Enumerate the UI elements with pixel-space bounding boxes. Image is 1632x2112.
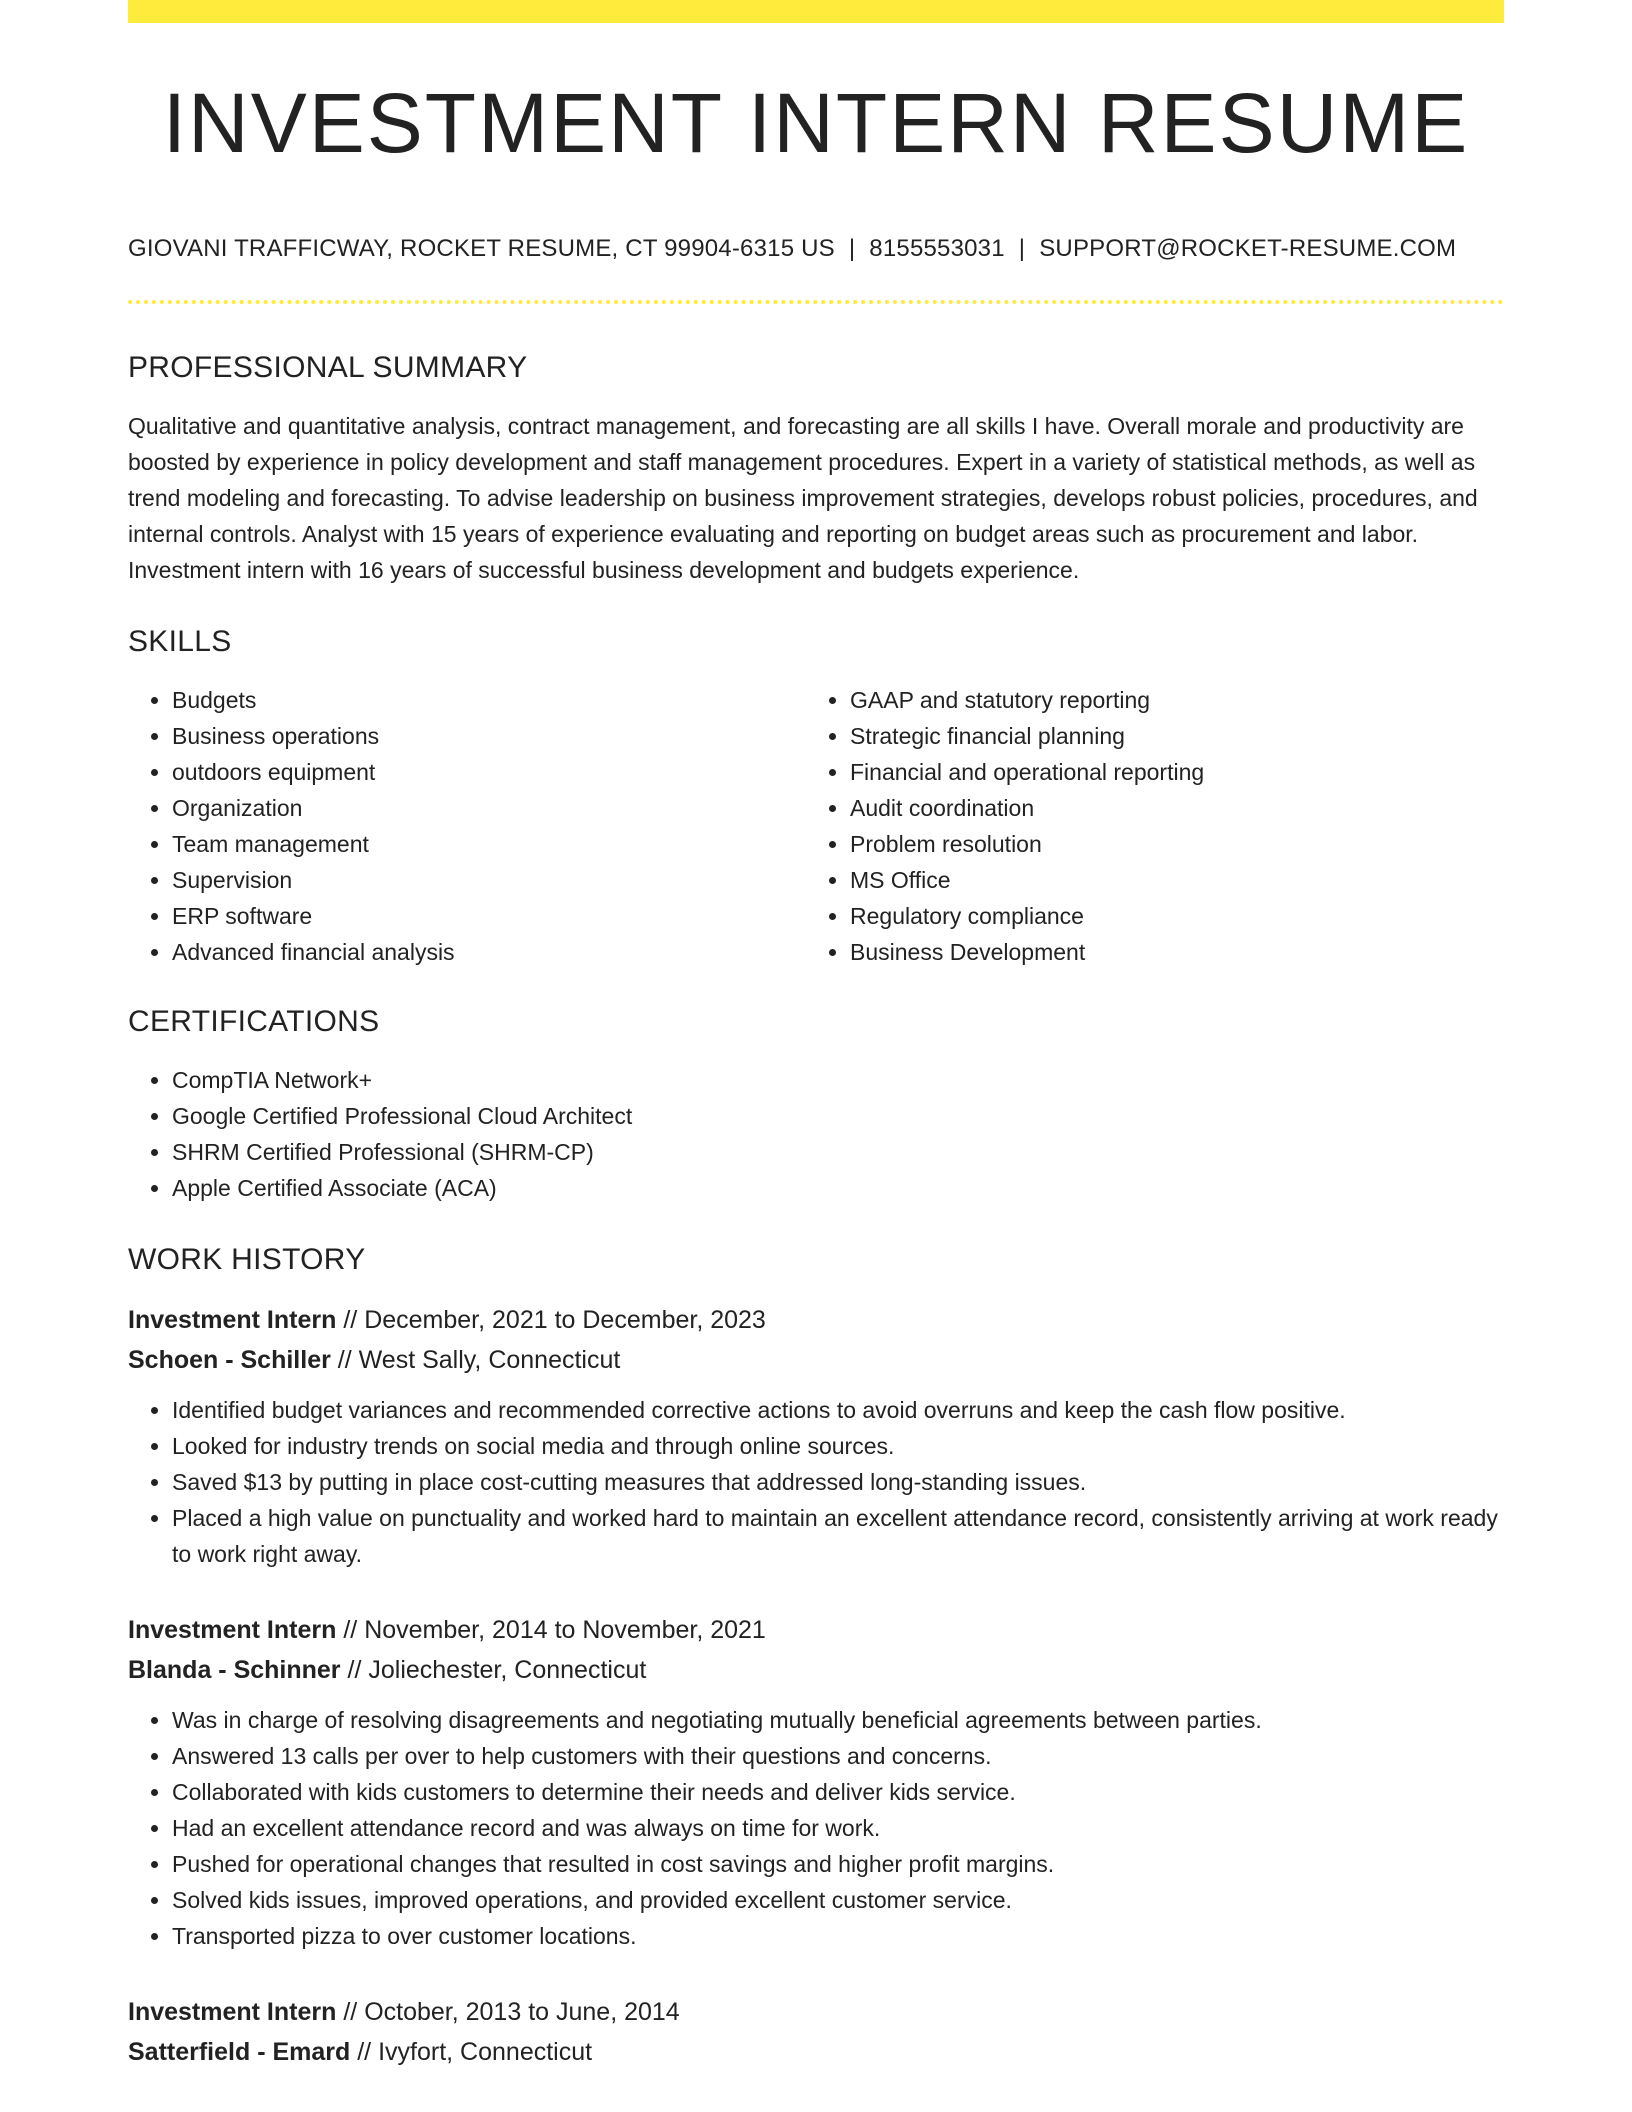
skill-item: • Financial and operational reporting bbox=[850, 754, 1484, 790]
job-company: Blanda - Schinner bbox=[128, 1655, 341, 1684]
job-separator: // bbox=[343, 1997, 358, 2026]
skill-item: • Budgets bbox=[172, 682, 806, 718]
skills-column-right bbox=[806, 682, 1484, 970]
job-title: Investment Intern bbox=[128, 1997, 337, 2026]
job-entry bbox=[128, 1610, 1504, 1954]
skill-item: • Team management bbox=[172, 826, 806, 862]
job-location: West Sally, Connecticut bbox=[358, 1345, 621, 1374]
job-duties bbox=[128, 1702, 1504, 1954]
skills-list bbox=[128, 682, 1504, 970]
job-dates: October, 2013 to June, 2014 bbox=[364, 1997, 680, 2026]
job-duty: • Had an excellent attendance record and was always on time for work. bbox=[172, 1810, 1504, 1846]
skill-item: • Regulatory compliance bbox=[850, 898, 1484, 934]
contact-separator: | bbox=[1018, 235, 1026, 262]
dotted-divider bbox=[128, 300, 1504, 304]
skill-item: • Audit coordination bbox=[850, 790, 1484, 826]
skill-item: • Business Development bbox=[850, 934, 1484, 970]
job-separator: // bbox=[357, 2037, 372, 2066]
skill-item: • Advanced financial analysis bbox=[172, 934, 806, 970]
job-title: Investment Intern bbox=[128, 1305, 337, 1334]
work-history-heading: WORK HISTORY bbox=[128, 1242, 366, 1276]
job-duty: • Identified budget variances and recommended corrective actions to avoid overruns and keep the cash flow positive. bbox=[172, 1392, 1504, 1428]
certifications-heading: CERTIFICATIONS bbox=[128, 1004, 380, 1038]
job-title-line bbox=[128, 1300, 1504, 1340]
resume-page bbox=[128, 0, 1504, 2072]
job-separator: // bbox=[347, 1655, 362, 1684]
certification-item: • Google Certified Professional Cloud Architect bbox=[172, 1098, 1504, 1134]
job-duty: • Was in charge of resolving disagreements and negotiating mutually beneficial agreements between parties. bbox=[172, 1702, 1504, 1738]
contact-separator: | bbox=[848, 235, 856, 262]
job-separator: // bbox=[343, 1615, 358, 1644]
skill-item: • ERP software bbox=[172, 898, 806, 934]
job-duty: • Pushed for operational changes that resulted in cost savings and higher profit margins. bbox=[172, 1846, 1504, 1882]
job-duty: • Solved kids issues, improved operations, and provided excellent customer service. bbox=[172, 1882, 1504, 1918]
job-location: Joliechester, Connecticut bbox=[368, 1655, 647, 1684]
job-location: Ivyfort, Connecticut bbox=[378, 2037, 593, 2066]
job-company: Satterfield - Emard bbox=[128, 2037, 351, 2066]
skill-item: • outdoors equipment bbox=[172, 754, 806, 790]
certification-item: • CompTIA Network+ bbox=[172, 1062, 1504, 1098]
contact-email[interactable]: SUPPORT@ROCKET-RESUME.COM bbox=[1039, 235, 1457, 262]
job-company-line bbox=[128, 1340, 1504, 1380]
job-duty: • Saved $13 by putting in place cost-cutting measures that addressed long-standing issues. bbox=[172, 1464, 1504, 1500]
job-duties bbox=[128, 1392, 1504, 1572]
skill-item: • GAAP and statutory reporting bbox=[850, 682, 1484, 718]
job-separator: // bbox=[337, 1345, 352, 1374]
job-company: Schoen - Schiller bbox=[128, 1345, 331, 1374]
job-entry bbox=[128, 1300, 1504, 1572]
job-dates: November, 2014 to November, 2021 bbox=[364, 1615, 766, 1644]
job-company-line bbox=[128, 1650, 1504, 1690]
top-accent-bar bbox=[128, 0, 1504, 23]
contact-address: GIOVANI TRAFFICWAY, ROCKET RESUME, CT 99904-6315 US bbox=[128, 235, 835, 262]
job-separator: // bbox=[343, 1305, 358, 1334]
certification-item: • Apple Certified Associate (ACA) bbox=[172, 1170, 1504, 1206]
job-title-line bbox=[128, 1610, 1504, 1650]
job-title-line bbox=[128, 1992, 1504, 2032]
certification-item: • SHRM Certified Professional (SHRM-CP) bbox=[172, 1134, 1504, 1170]
job-duty: • Looked for industry trends on social media and through online sources. bbox=[172, 1428, 1504, 1464]
skill-item: • MS Office bbox=[850, 862, 1484, 898]
summary-text: Qualitative and quantitative analysis, contract management, and forecasting are all skills I have. Overall morale and productivity are boosted by experience in policy development and staff management procedures. Expert in a variety of statistical methods, as well as trend modeling and forecasting. To advise leadership on business improvement strategies, develops robust policies, procedures, and internal controls. Analyst with 15 years of experience evaluating and reporting on budget areas such as procurement and labor. Investment intern with 16 years of successful business development and budgets experience. bbox=[128, 412, 1478, 583]
skill-item: • Problem resolution bbox=[850, 826, 1484, 862]
job-dates: December, 2021 to December, 2023 bbox=[364, 1305, 766, 1334]
skill-item: • Strategic financial planning bbox=[850, 718, 1484, 754]
job-duty: • Answered 13 calls per over to help customers with their questions and concerns. bbox=[172, 1738, 1504, 1774]
certifications-list bbox=[128, 1062, 1504, 1206]
resume-title: INVESTMENT INTERN RESUME bbox=[162, 76, 1470, 170]
skill-item: • Business operations bbox=[172, 718, 806, 754]
skill-item: • Organization bbox=[172, 790, 806, 826]
summary-heading: PROFESSIONAL SUMMARY bbox=[128, 350, 528, 384]
skills-column-left bbox=[128, 682, 806, 970]
job-title: Investment Intern bbox=[128, 1615, 337, 1644]
contact-phone: 8155553031 bbox=[869, 235, 1005, 262]
contact-line bbox=[128, 235, 1504, 264]
job-duty: • Collaborated with kids customers to determine their needs and deliver kids service. bbox=[172, 1774, 1504, 1810]
job-company-line bbox=[128, 2032, 1504, 2072]
job-duty: • Placed a high value on punctuality and worked hard to maintain an excellent attendance record, consistently arriving at work ready to work right away. bbox=[172, 1500, 1504, 1572]
skill-item: • Supervision bbox=[172, 862, 806, 898]
skills-heading: SKILLS bbox=[128, 624, 232, 658]
job-duty: • Transported pizza to over customer locations. bbox=[172, 1918, 1504, 1954]
job-entry bbox=[128, 1992, 1504, 2072]
